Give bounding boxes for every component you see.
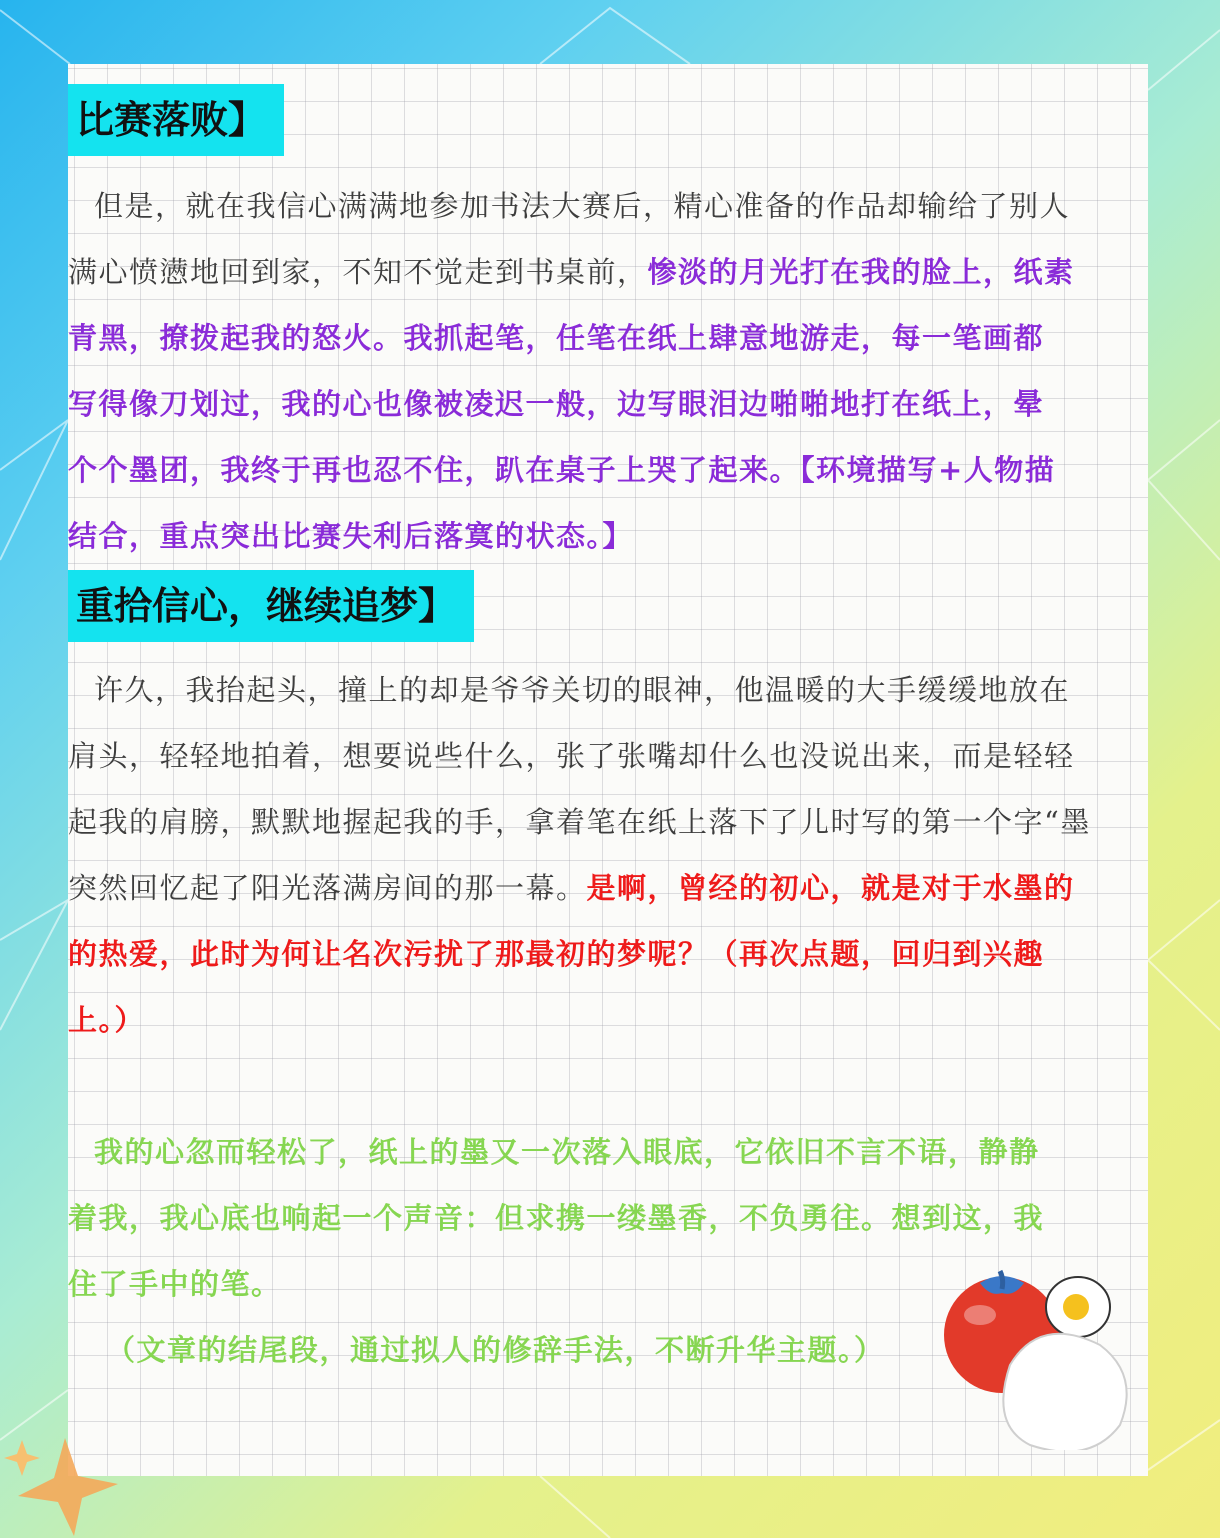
plain-text: 满心愤懑地回到家，不知不觉走到书桌前， <box>68 255 648 289</box>
section-heading-regain: 重拾信心，继续追梦】 <box>68 570 474 642</box>
plain-text: 突然回忆起了阳光落满房间的那一幕。 <box>68 871 587 905</box>
paragraph-line: 我的心忽而轻松了，纸上的墨又一次落入眼底，它依旧不言不语，静静 <box>94 1135 1040 1169</box>
paragraph-line: 肩头，轻轻地拍着，想要说些什么，张了张嘴却什么也没说出来，而是轻轻 <box>68 739 1075 773</box>
annotation-note: （文章的结尾段，通过拟人的修辞手法，不断升华主题。） <box>106 1333 885 1367</box>
paragraph-line: 青黑，撩拨起我的怒火。我抓起笔，任笔在纸上肆意地游走，每一笔画都 <box>68 321 1045 355</box>
paragraph-line: 个个墨团，我终于再也忍不住，趴在桌子上哭了起来。【环境描写+人物描 <box>68 453 1056 487</box>
highlighted-text: 是啊，曾经的初心，就是对于水墨的 <box>586 871 1075 905</box>
tomato-icon <box>940 1265 1140 1450</box>
paragraph-line: 住了手中的笔。 <box>68 1267 282 1301</box>
paragraph-line: 许久，我抬起头，撞上的却是爷爷关切的眼神，他温暖的大手缓缓地放在 <box>94 673 1071 707</box>
paragraph-line: 结合，重点突出比赛失利后落寞的状态。】 <box>68 519 634 553</box>
paragraph-line: 但是，就在我信心满满地参加书法大赛后，精心准备的作品却输给了别人 <box>94 189 1071 223</box>
paragraph-line: 起我的肩膀，默默地握起我的手，拿着笔在纸上落下了儿时写的第一个字“墨 <box>68 805 1091 839</box>
section-heading-defeat: 比赛落败】 <box>68 84 284 156</box>
paragraph-line <box>68 868 1075 908</box>
paragraph-line: 写得像刀划过，我的心也像被凌迟一般，边写眼泪边啪啪地打在纸上，晕 <box>68 387 1045 421</box>
paragraph-line: 的热爱，此时为何让名次污扰了那最初的梦呢？（再次点题，回归到兴趣 <box>68 937 1045 971</box>
paragraph-line <box>68 252 1075 292</box>
highlighted-text: 惨淡的月光打在我的脸上，纸素 <box>647 255 1075 289</box>
fried-egg-icon <box>1046 1277 1110 1337</box>
paragraph-line: 着我，我心底也响起一个声音：但求携一缕墨香，不负勇往。想到这，我 <box>68 1201 1045 1235</box>
sparkle-star-icon <box>0 1432 130 1538</box>
paragraph-line: 上。） <box>68 1003 146 1037</box>
